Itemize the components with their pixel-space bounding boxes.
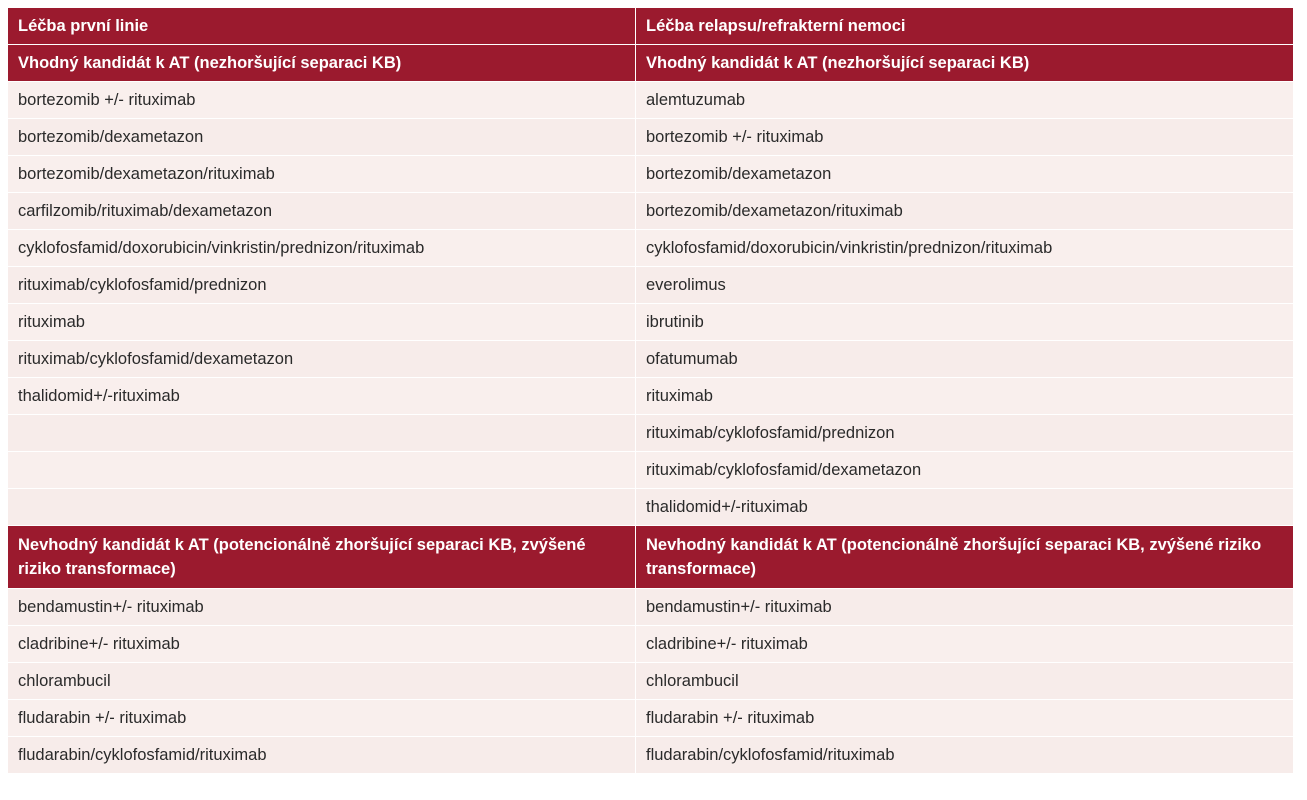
section-unsuitable-row	[8, 526, 1294, 589]
table-row	[8, 193, 1294, 230]
table-cell-col1: rituximab/cyklofosfamid/dexametazon	[8, 341, 636, 378]
table-row	[8, 415, 1294, 452]
table-row	[8, 663, 1294, 700]
table-cell-col2: thalidomid+/-rituximab	[636, 489, 1294, 526]
table-cell-col1	[8, 489, 636, 526]
table-row	[8, 589, 1294, 626]
table-cell-col1: fludarabin/cyklofosfamid/rituximab	[8, 737, 636, 774]
table-row	[8, 341, 1294, 378]
table-cell-col1: carfilzomib/rituximab/dexametazon	[8, 193, 636, 230]
table-header-row	[8, 8, 1294, 45]
table-cell-col2: bortezomib +/- rituximab	[636, 119, 1294, 156]
table-cell-col2: cladribine+/- rituximab	[636, 626, 1294, 663]
table-row	[8, 700, 1294, 737]
table-cell-col1: bortezomib/dexametazon	[8, 119, 636, 156]
table-cell-col2: fludarabin/cyklofosfamid/rituximab	[636, 737, 1294, 774]
table-cell-col1	[8, 452, 636, 489]
table-cell-col2: rituximab/cyklofosfamid/prednizon	[636, 415, 1294, 452]
treatment-table-container	[7, 7, 1293, 774]
table-cell-col2: bortezomib/dexametazon/rituximab	[636, 193, 1294, 230]
table-cell-col2: rituximab	[636, 378, 1294, 415]
section-suitable-col2: Vhodný kandidát k AT (nezhoršující separaci KB)	[636, 45, 1294, 82]
table-cell-col2: rituximab/cyklofosfamid/dexametazon	[636, 452, 1294, 489]
table-row	[8, 304, 1294, 341]
table-row	[8, 452, 1294, 489]
table-cell-col1: rituximab/cyklofosfamid/prednizon	[8, 267, 636, 304]
treatment-table	[7, 7, 1294, 774]
table-row	[8, 156, 1294, 193]
table-row	[8, 230, 1294, 267]
table-cell-col2: ofatumumab	[636, 341, 1294, 378]
section-suitable-col1: Vhodný kandidát k AT (nezhoršující separaci KB)	[8, 45, 636, 82]
table-cell-col1: chlorambucil	[8, 663, 636, 700]
table-cell-col2: fludarabin +/- rituximab	[636, 700, 1294, 737]
table-cell-col1: cyklofosfamid/doxorubicin/vinkristin/prednizon/rituximab	[8, 230, 636, 267]
header-relapse: Léčba relapsu/refrakterní nemoci	[636, 8, 1294, 45]
section-suitable-row	[8, 45, 1294, 82]
table-cell-col1: bendamustin+/- rituximab	[8, 589, 636, 626]
table-cell-col1: thalidomid+/-rituximab	[8, 378, 636, 415]
table-row	[8, 267, 1294, 304]
table-row	[8, 489, 1294, 526]
section-unsuitable-col1: Nevhodný kandidát k AT (potencionálně zhoršující separaci KB, zvýšené riziko transformace)	[8, 526, 636, 589]
table-cell-col2: ibrutinib	[636, 304, 1294, 341]
table-row	[8, 82, 1294, 119]
table-cell-col1: bortezomib +/- rituximab	[8, 82, 636, 119]
table-cell-col1	[8, 415, 636, 452]
table-cell-col2: cyklofosfamid/doxorubicin/vinkristin/prednizon/rituximab	[636, 230, 1294, 267]
header-first-line: Léčba první linie	[8, 8, 636, 45]
table-row	[8, 378, 1294, 415]
table-cell-col2: alemtuzumab	[636, 82, 1294, 119]
section-unsuitable-col2: Nevhodný kandidát k AT (potencionálně zhoršující separaci KB, zvýšené riziko transformace)	[636, 526, 1294, 589]
table-cell-col2: bortezomib/dexametazon	[636, 156, 1294, 193]
table-row	[8, 626, 1294, 663]
table-cell-col1: rituximab	[8, 304, 636, 341]
table-cell-col2: everolimus	[636, 267, 1294, 304]
table-row	[8, 737, 1294, 774]
table-cell-col1: bortezomib/dexametazon/rituximab	[8, 156, 636, 193]
table-cell-col1: cladribine+/- rituximab	[8, 626, 636, 663]
table-row	[8, 119, 1294, 156]
table-cell-col1: fludarabin +/- rituximab	[8, 700, 636, 737]
table-cell-col2: chlorambucil	[636, 663, 1294, 700]
table-cell-col2: bendamustin+/- rituximab	[636, 589, 1294, 626]
